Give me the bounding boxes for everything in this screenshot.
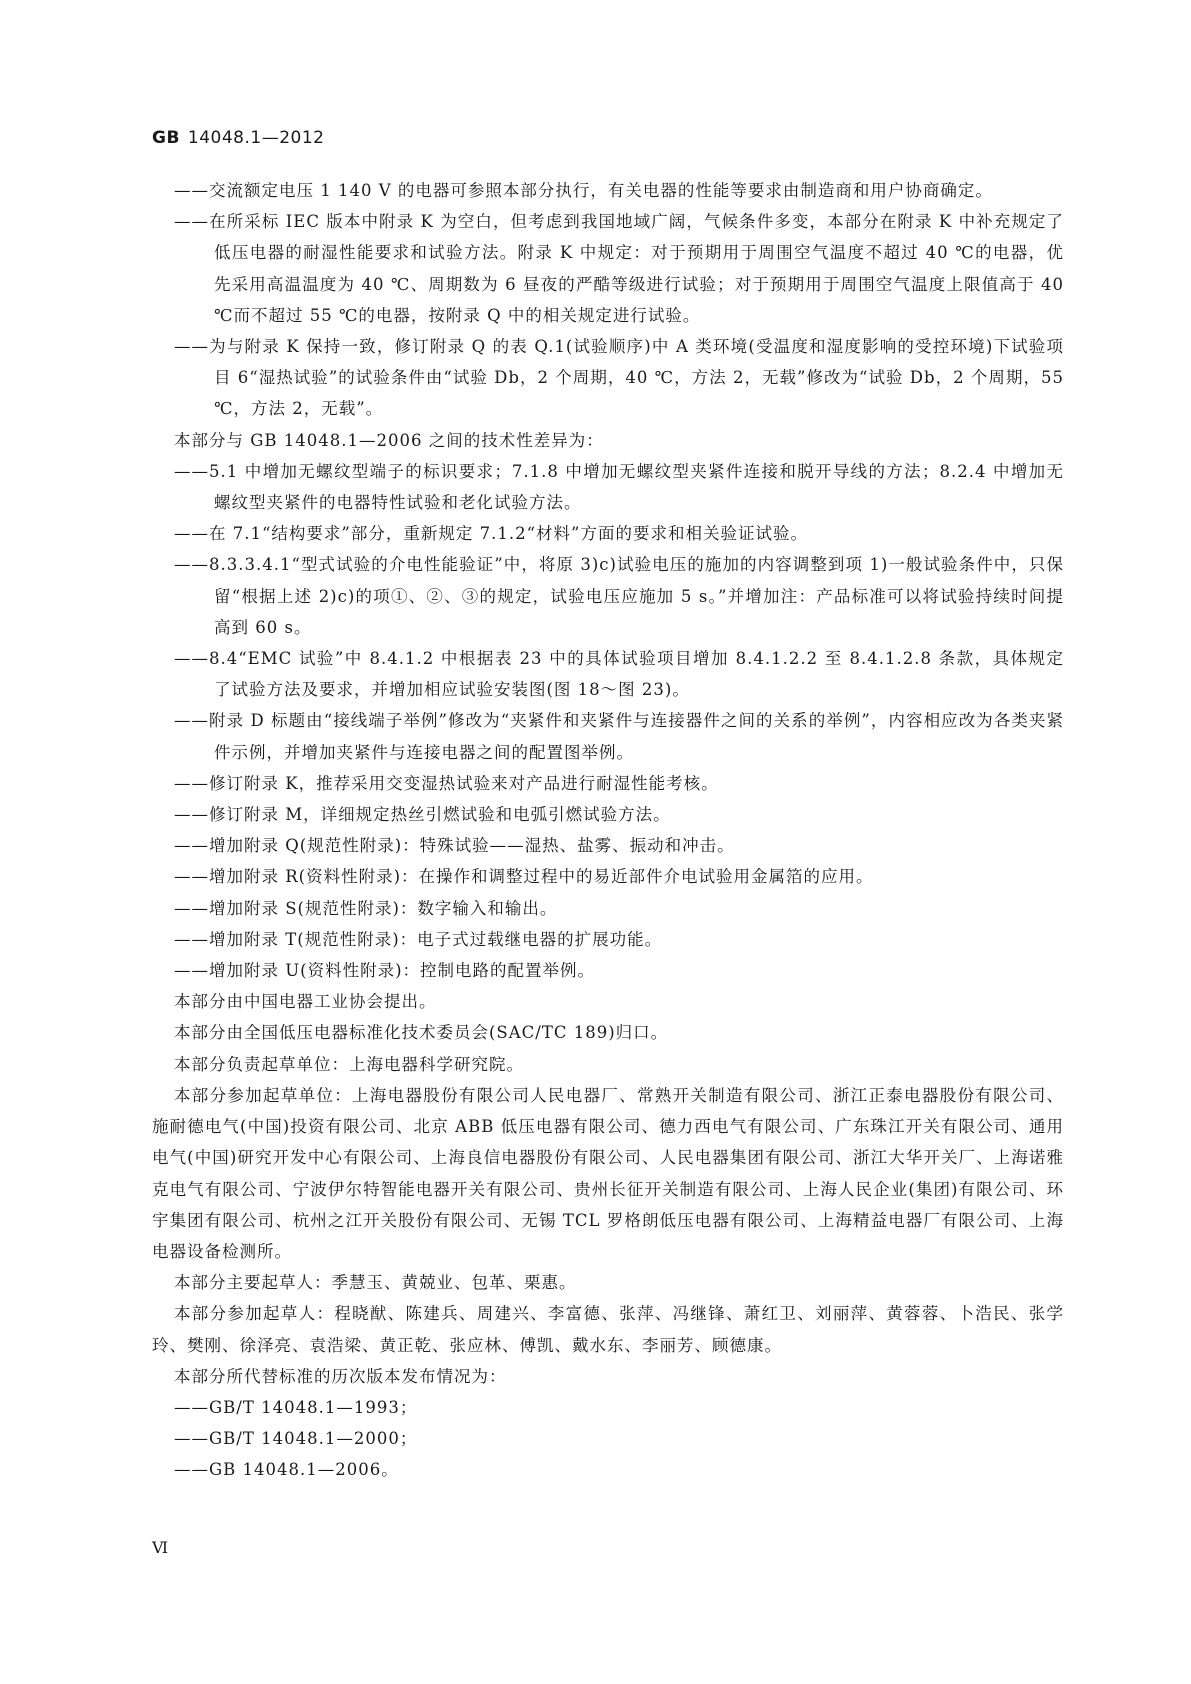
dash-list-item: ——增加附录 Q(规范性附录)：特殊试验——湿热、盐雾、振动和冲击。 xyxy=(174,836,735,856)
dash-list-item: ——为与附录 K 保持一致，修订附录 Q 的表 Q.1(试验顺序)中 A 类环境(受温度和湿度影响的受控环境)下试验项目 6“湿热试验”的试验条件由“试验 Db，2 个周期，40 ℃，方法 2，无载”修改为“试验 Db，2 个周期，55 ℃，方法 2，无载”。 xyxy=(174,337,1064,419)
standard-prefix: GB xyxy=(152,128,180,148)
dash-list-item: ——交流额定电压 1 140 V 的电器可参照本部分执行，有关电器的性能等要求由制造商和用户协商确定。 xyxy=(174,181,993,200)
dash-list-item: ——8.4“EMC 试验”中 8.4.1.2 中根据表 23 中的具体试验项目增加 8.4.1.2.2 至 8.4.1.2.8 条款，具体规定了试验方法及要求，并增加相应试验安装图(图 18～图 23)。 xyxy=(174,649,1064,700)
dash-list-item: ——在 7.1“结构要求”部分，重新规定 7.1.2“材料”方面的要求和相关验证试验。 xyxy=(174,524,808,544)
dash-list-item: ——GB 14048.1—2006。 xyxy=(174,1460,399,1480)
dash-list-item: ——在所采标 IEC 版本中附录 K 为空白，但考虑到我国地域广阔，气候条件多变，本部分在附录 K 中补充规定了低压电器的耐湿性能要求和试验方法。附录 K 中规定：对于预期用于周围空气温度不超过 40 ℃的电器，优先采用高温温度为 40 ℃、周期数为 6 昼夜的严酷等级进行试验；对于预期用于周围空气温度上限值高于 40 ℃而不超过 55 ℃的电器，按附录 Q 中的相关规定进行试验。 xyxy=(174,212,1064,325)
dash-list-item: ——GB/T 14048.1—2000； xyxy=(174,1429,418,1449)
document-header xyxy=(152,128,325,148)
body-paragraph: 本部分负责起草单位：上海电器科学研究院。 xyxy=(174,1054,524,1074)
body-paragraph: 本部分与 GB 14048.1—2006 之间的技术性差异为： xyxy=(174,430,604,450)
dash-list-item: ——增加附录 U(资料性附录)：控制电路的配置举例。 xyxy=(174,961,596,981)
page-number: Ⅵ xyxy=(152,1538,170,1557)
body-paragraph: 本部分参加起草人：程晓猷、陈建兵、周建兴、李富德、张萍、冯继锋、萧红卫、刘丽萍、黄蓉蓉、卜浩民、张学玲、樊刚、徐泽亮、袁浩梁、黄正乾、张应林、傅凯、戴水东、李丽芳、顾德康。 xyxy=(152,1304,1064,1355)
dash-list-item: ——修订附录 K，推荐采用交变湿热试验来对产品进行耐湿性能考核。 xyxy=(174,773,719,793)
dash-list-item: ——增加附录 T(规范性附录)：电子式过载继电器的扩展功能。 xyxy=(174,929,663,949)
dash-list-item: ——增加附录 R(资料性附录)：在操作和调整过程中的易近部件介电试验用金属箔的应用。 xyxy=(174,867,874,887)
dash-list-item: ——GB/T 14048.1—1993； xyxy=(174,1397,418,1417)
body-paragraph: 本部分所代替标准的历次版本发布情况为： xyxy=(174,1366,507,1386)
dash-list-item: ——修订附录 M，详细规定热丝引燃试验和电弧引燃试验方法。 xyxy=(174,805,671,825)
document-body xyxy=(152,175,1064,1486)
body-paragraph: 本部分主要起草人：季慧玉、黄兢业、包革、栗惠。 xyxy=(174,1273,577,1293)
standard-number: 14048.1—2012 xyxy=(187,128,325,148)
body-paragraph: 本部分参加起草单位：上海电器股份有限公司人民电器厂、常熟开关制造有限公司、浙江正泰电器股份有限公司、施耐德电气(中国)投资有限公司、北京 ABB 低压电器有限公司、德力西电气有限公司、广东珠江开关有限公司、通用电气(中国)研究开发中心有限公司、上海良信电器股份有限公司、人民电器集团有限公司、浙江大华开关厂、上海诺雅克电气有限公司、宁波伊尔特智能电器开关有限公司、贵州长征开关制造有限公司、上海人民企业(集团)有限公司、环宇集团有限公司、杭州之江开关股份有限公司、无锡 TCL 罗格朗低压电器有限公司、上海精益电器厂有限公司、上海电器设备检测所。 xyxy=(152,1085,1064,1261)
dash-list-item: ——5.1 中增加无螺纹型端子的标识要求；7.1.8 中增加无螺纹型夹紧件连接和脱开导线的方法；8.2.4 中增加无螺纹型夹紧件的电器特性试验和老化试验方法。 xyxy=(174,461,1064,513)
body-paragraph: 本部分由中国电器工业协会提出。 xyxy=(174,992,437,1012)
dash-list-item: ——附录 D 标题由“接线端子举例”修改为“夹紧件和夹紧件与连接器件之间的关系的举例”，内容相应改为各类夹紧件示例，并增加夹紧件与连接电器之间的配置图举例。 xyxy=(174,711,1064,762)
dash-list-item: ——增加附录 S(规范性附录)：数字输入和输出。 xyxy=(174,898,558,918)
body-paragraph: 本部分由全国低压电器标准化技术委员会(SAC/TC 189)归口。 xyxy=(174,1023,669,1043)
dash-list-item: ——8.3.3.4.1“型式试验的介电性能验证”中，将原 3)c)试验电压的施加的内容调整到项 1)一般试验条件中，只保留“根据上述 2)c)的项①、②、③的规定，试验电压应施加 5 s。”并增加注：产品标准可以将试验持续时间提高到 60 s。 xyxy=(174,555,1064,637)
